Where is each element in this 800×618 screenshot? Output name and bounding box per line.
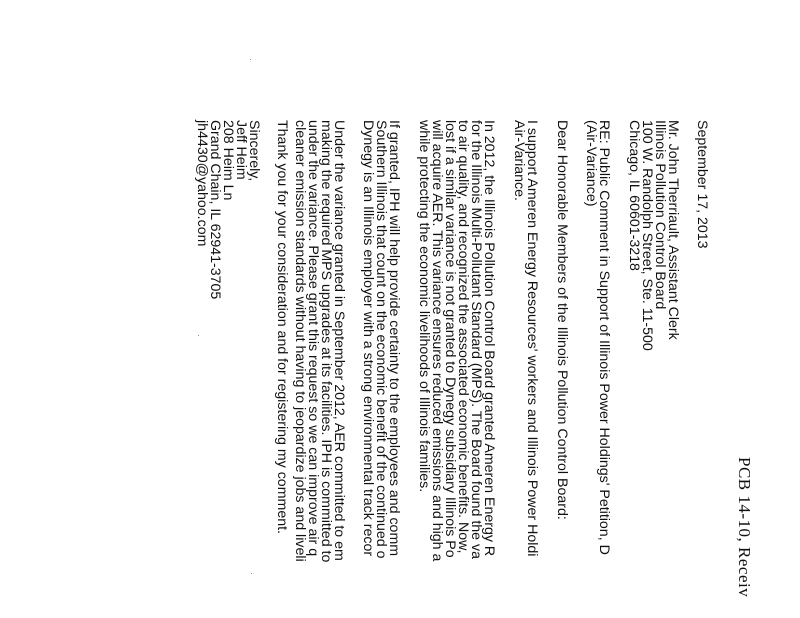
letter-date: September 17, 2013 (694, 120, 710, 249)
paragraph-line: Southern Illinois that count on the economic benefit of the continued o (373, 120, 389, 559)
paragraph-line: In 2012, the Illinois Pollution Control Board granted Ameren Energy R (481, 120, 497, 557)
signer-name: Jeff Heim (233, 120, 249, 180)
recipient-city: Chicago, IL 60601-3218 (626, 120, 642, 271)
recipient-board: Illinois Pollution Control Board (652, 120, 668, 310)
subject-line-continued: (Air-Variance) (583, 120, 599, 207)
paragraph-line: Under the variance granted in September 2012, AER committed to em (331, 120, 347, 561)
paragraph-line: cleaner emission standards without having to jeopardize jobs and liveli (292, 120, 308, 562)
paragraph-line: Dynegy is an Illinois employer with a strong environmental track recor (360, 120, 376, 557)
paragraph-line: making the required MPS upgrades at its facilities. IPH is committed to (318, 120, 334, 563)
paragraph-line: Air-Variance. (511, 120, 527, 201)
salutation: Dear Honorable Members of the Illinois Pollution Control Board: (554, 120, 570, 520)
subject-line: RE: Public Comment in Support of Illinois Power Holdings' Petition, D (596, 120, 612, 555)
paragraph-line: to air quality, and recognized the associated economic benefits. Now, (455, 120, 471, 554)
paragraph-line: for the Illinois Multi-Pollutant Standard (MPS). The Board found the va (468, 120, 484, 559)
closing-line: Thank you for your consideration and for registering my comment. (274, 120, 290, 534)
paragraph-line: will acquire AER. This variance ensures reduced emissions and high a (429, 120, 445, 562)
paragraph-line: lost if a similar variance is not granted to Dynegy subsidiary Illinois Po (442, 120, 458, 558)
docket-stamp: PCB 14-10, Receiv (735, 457, 754, 598)
signer-street: 208 Heim Ln (220, 120, 236, 201)
paragraph-line: while protecting the economic livelihoods of Illinois families. (416, 120, 432, 493)
recipient-name: Mr. John Therriault, Assistant Clerk (665, 120, 681, 340)
paragraph-line: I support Ameren Energy Resources' workers and Illinois Power Holdi (524, 120, 540, 557)
sign-off: Sincerely, (246, 120, 262, 182)
paragraph-line: under the variance. Please grant this request so we can improve air q (305, 120, 321, 557)
signer-email: jh4430@yahoo.com (194, 120, 210, 247)
recipient-street: 100 W. Randolph Street, Ste. 11-500 (639, 120, 655, 351)
signer-city: Grand Chain, IL 62941-3705 (207, 120, 223, 300)
paragraph-line: If granted, IPH will help provide certainty to the employees and comm (386, 120, 402, 557)
